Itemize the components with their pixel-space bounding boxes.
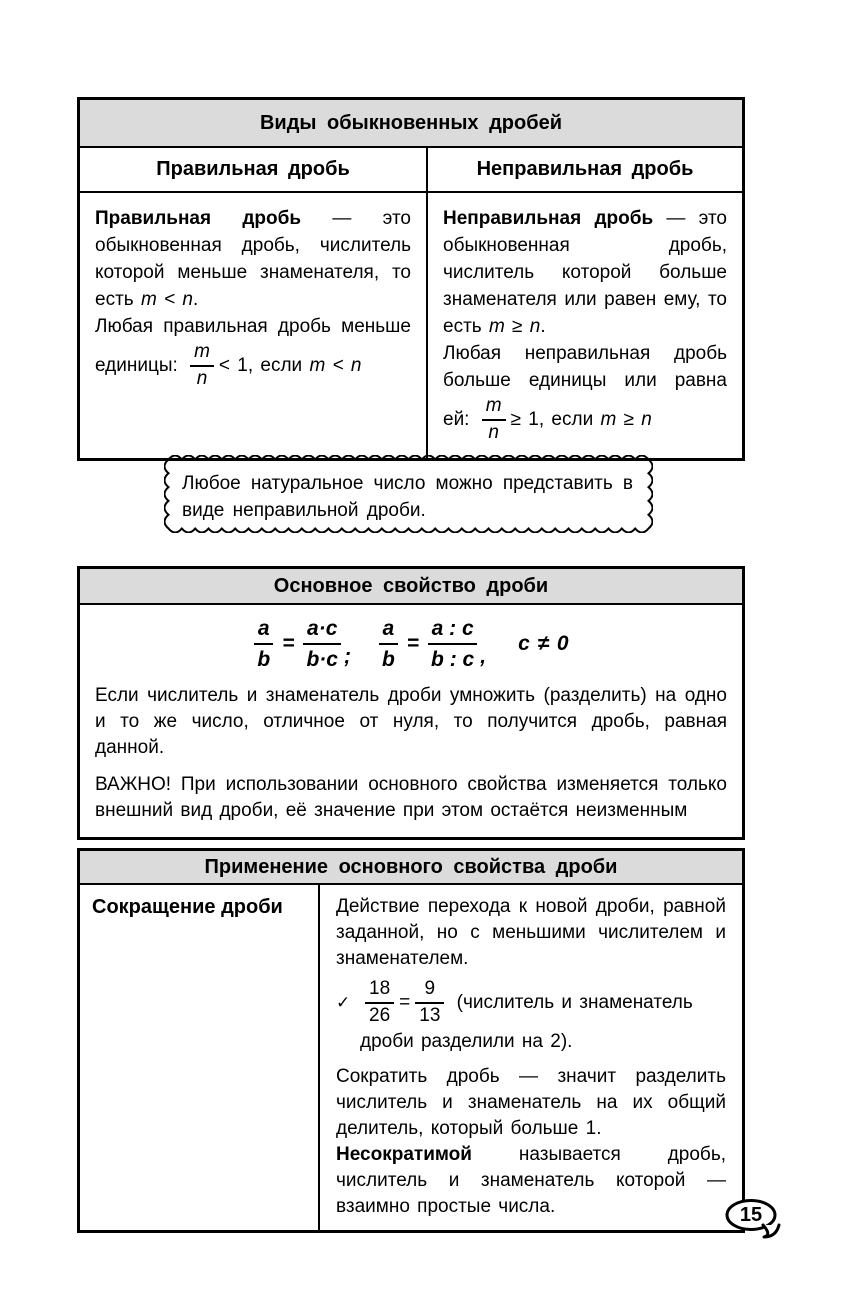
- fraction-denominator: b: [381, 648, 395, 672]
- table-title: Основное свойство дроби: [80, 569, 742, 605]
- fraction-numerator: 18: [365, 979, 394, 1004]
- term-improper: Неправильная дробь: [443, 208, 654, 229]
- note-box: [164, 455, 653, 533]
- improper-fraction-cell: [428, 193, 742, 458]
- column-header-proper: Правильная дробь: [80, 148, 428, 191]
- math-condition: m ≥ n: [488, 316, 541, 337]
- check-icon: ✓: [336, 993, 351, 1012]
- table-title: Виды обыкновенных дробей: [80, 100, 742, 148]
- reduction-example: [336, 977, 726, 1055]
- text-run: ≥ 1, если: [510, 408, 601, 430]
- column-header-improper: Неправильная дробь: [476, 158, 694, 180]
- table-body-row: [80, 193, 742, 458]
- table-title: Применение основного свойства дроби: [80, 851, 742, 885]
- main-property-table: [77, 566, 745, 840]
- math-condition: m < n: [309, 354, 362, 376]
- column-headers-row: [80, 148, 742, 193]
- text-run: .: [540, 316, 546, 337]
- fraction-a-b: [379, 617, 398, 671]
- reduction-meaning: Сократить дробь — значит разделить числитель и знаменатель на их общий делитель, который больше 1.: [336, 1065, 726, 1139]
- note-text: Любое натуральное число можно представить в виде неправильной дроби.: [182, 473, 633, 521]
- reduction-description-cell: [320, 885, 742, 1230]
- fraction-types-table: [77, 97, 745, 461]
- irreducible-definition: [336, 1142, 726, 1220]
- fraction-numerator: m: [190, 342, 214, 367]
- fraction-numerator: a·c: [303, 617, 341, 645]
- proper-fraction-cell: [80, 193, 428, 458]
- fraction-denominator: 13: [419, 1004, 441, 1026]
- page-number-badge: [724, 1198, 790, 1242]
- page-number: 15: [739, 1204, 763, 1226]
- fraction-m-n: [482, 396, 506, 444]
- nonzero-condition: c ≠ 0: [518, 632, 570, 656]
- fraction-numerator: a: [254, 617, 273, 645]
- example-comment: (числитель и знаменатель дроби разделили на 2).: [360, 991, 693, 1052]
- fraction-18-26: [365, 979, 394, 1027]
- equals-sign: =: [282, 632, 295, 656]
- fraction-numerator: a : c: [428, 617, 477, 645]
- application-table: [77, 848, 745, 1233]
- comma: ,: [480, 645, 487, 669]
- proper-definition: [95, 205, 411, 313]
- improper-definition: [443, 205, 727, 340]
- fraction-denominator: n: [488, 421, 499, 443]
- fraction-numerator: m: [482, 396, 506, 421]
- important-note: ВАЖНО! При использовании основного свойства изменяется только внешний вид дроби, её значение при этом остаётся неизменным: [95, 774, 727, 822]
- fraction-ac-bc: [303, 617, 341, 671]
- term-proper: Правильная дробь: [95, 208, 302, 229]
- text-run: — это обыкновенная дробь, числитель которой меньше знаменателя, то есть: [95, 208, 411, 310]
- term-irreducible: Несократимой: [336, 1143, 472, 1165]
- fraction-denominator: b: [257, 648, 271, 672]
- fraction-denominator: n: [196, 367, 208, 389]
- improper-property: [443, 340, 727, 446]
- fraction-numerator: a: [379, 617, 398, 645]
- proper-property: [95, 313, 411, 392]
- text-run: .: [193, 289, 199, 310]
- fraction-m-n: [190, 342, 214, 390]
- text-run: называется дробь, числитель и знаменатель которой — взаимно простые числа.: [336, 1143, 726, 1217]
- equals-sign: =: [406, 632, 420, 656]
- property-explanation: Если числитель и знаменатель дроби умножить (разделить) на одно и то же число, отличное от нуля, то получится дробь, равная данной.: [95, 685, 727, 759]
- main-property-formula: [95, 617, 727, 671]
- math-condition: m < n: [140, 289, 194, 310]
- example-body: [360, 977, 726, 1055]
- fraction-denominator: b : c: [431, 648, 475, 672]
- math-condition: m ≥ n: [600, 408, 652, 430]
- fraction-adivc-bdivc: [428, 617, 477, 671]
- text-run: Любая правильная дробь меньше единицы:: [95, 316, 411, 376]
- text-run: — это обыкновенная дробь, числитель которой больше знаменателя или равен ему, то есть: [443, 208, 727, 337]
- semicolon: ;: [343, 645, 351, 669]
- fraction-a-b: [254, 617, 273, 671]
- row-label-reduction: Сокращение дроби: [80, 885, 320, 1230]
- equals-sign: =: [399, 991, 411, 1013]
- fraction-9-13: [415, 979, 444, 1027]
- table-body-row: [80, 885, 742, 1230]
- fraction-denominator: 26: [369, 1004, 391, 1026]
- fraction-denominator: b·c: [306, 648, 338, 672]
- text-run: Любая неправильная дробь больше единицы или равна ей:: [443, 343, 727, 430]
- fraction-numerator: 9: [415, 979, 444, 1004]
- table-body: [80, 605, 742, 837]
- reduction-definition: Действие перехода к новой дроби, равной заданной, но с меньшими числителем и знаменателем.: [336, 896, 726, 969]
- text-run: < 1, если: [218, 354, 310, 376]
